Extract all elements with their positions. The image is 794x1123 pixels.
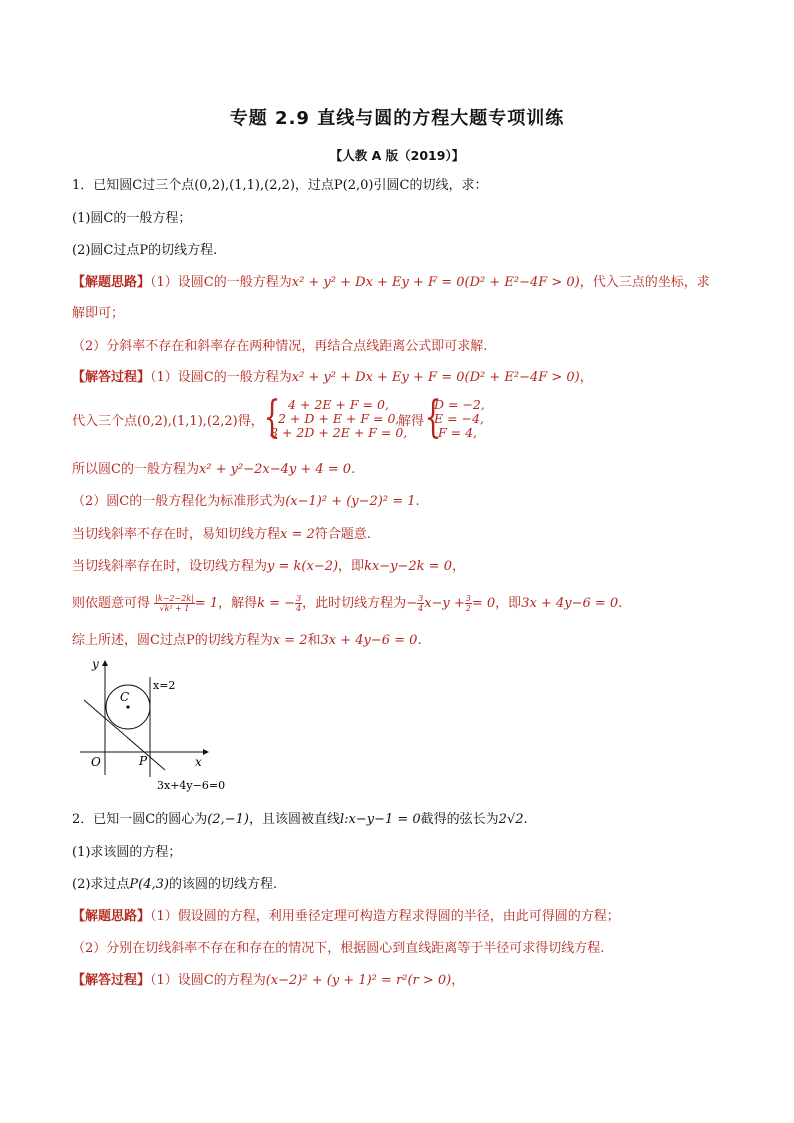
summary-tail: . — [417, 633, 422, 648]
distance-mid: ，解得 — [218, 596, 258, 611]
problem-1-question-1: (1)圆C的一般方程； — [72, 211, 192, 226]
problem-2-stem-mid: ，且该圆被直线 — [248, 812, 340, 827]
standard-form — [72, 493, 420, 511]
tangent-math-a: − — [406, 596, 418, 611]
solution-1-tail: ， — [579, 370, 593, 385]
standard-form-text: （2）圆C的一般方程化为标准形式为 — [72, 494, 286, 509]
tangent-fraction-1-num: 3 — [418, 594, 424, 603]
x-axis-label: x — [195, 755, 202, 769]
problem-2-idea-2: （2）分别在切线斜率不存在和存在的情况下，根据圆心到直线距离等于半径可求得切线方程. — [72, 941, 605, 956]
tangent-fraction-2-num: 3 — [465, 594, 471, 603]
case-1-tail: 符合题意. — [314, 527, 371, 542]
problem-2-solution-1-text: （1）设圆C的方程为 — [150, 973, 266, 988]
tangent-fraction-2-den: 2 — [465, 604, 471, 613]
case-2 — [72, 558, 465, 576]
page-title: 专题 2.9 直线与圆的方程大题专项训练 — [229, 108, 565, 129]
summary-math-2: 3x + 4y−6 = 0 — [320, 633, 418, 648]
problem-1-stem: 1．已知圆C过三个点(0,2),(1,1),(2,2)，过点P(2,0)引圆C的切线，求： — [72, 178, 488, 193]
conclusion-1-math: x² + y²−2x−4y + 4 = 0 — [198, 462, 352, 477]
solve-text: 解得 — [398, 414, 425, 429]
tangent-mid: ，即 — [495, 596, 522, 611]
summary-text: 综上所述，圆C过点P的切线方程为 — [72, 633, 273, 648]
problem-2-line: l:x−y−1 = 0 — [339, 812, 421, 827]
center-point — [126, 705, 129, 708]
tangent-math-b: x−y + — [424, 596, 465, 611]
case-2-tail: ， — [451, 559, 465, 574]
problem-2-solution-1 — [72, 972, 464, 990]
solution-1-text: （1）设圆C的一般方程为 — [150, 370, 292, 385]
summary-and: 和 — [307, 633, 321, 648]
problem-2-idea-tag: 【解题思路】 — [72, 909, 151, 924]
idea-1-text: （1）设圆C的一般方程为 — [150, 275, 292, 290]
case-2-math: y = k(x−2) — [267, 559, 339, 574]
substitution-text: 代入三个点(0,2),(1,1),(2,2)得， — [72, 414, 264, 429]
problem-2-stem-tail: 截得的弦长为 — [420, 812, 499, 827]
distance-denominator: √k² + 1 — [159, 604, 190, 613]
distance-equals: = 1 — [194, 596, 219, 611]
result-2: E = −4, — [434, 411, 484, 426]
conclusion-1-tail: . — [351, 462, 356, 477]
k-denominator: 4 — [296, 604, 302, 613]
equation-2: 2 + D + E + F = 0, — [278, 411, 400, 426]
standard-form-math: (x−1)² + (y−2)² = 1 — [285, 494, 416, 509]
problem-2-solution-1-tail: ， — [451, 973, 465, 988]
y-axis-label: y — [92, 657, 99, 671]
idea-1-math: x² + y² + Dx + Ey + F = 0(D² + E²−4F > 0) — [291, 275, 580, 290]
distance-text: 则依题意可得 — [72, 596, 151, 611]
summary-math-1: x = 2 — [272, 633, 308, 648]
tangent-fraction-2 — [465, 594, 472, 613]
distance-line — [72, 594, 622, 613]
case-1 — [72, 526, 371, 544]
conclusion-1-text: 所以圆C的一般方程为 — [72, 462, 199, 477]
problem-1-idea-1-cont: 解即可； — [72, 306, 125, 321]
left-brace-2: { — [424, 392, 442, 443]
tangent-figure — [80, 655, 260, 800]
equation-1: 4 + 2E + F = 0, — [288, 397, 389, 412]
problem-1-idea-1 — [72, 274, 710, 292]
tangent-math-c: = 0 — [471, 596, 496, 611]
problem-1-idea-2: （2）分斜率不存在和斜率存在两种情况，再结合点线距离公式即可求解. — [72, 339, 488, 354]
tangent-fraction-1-den: 4 — [418, 604, 424, 613]
problem-2-center: (2,−1) — [207, 812, 249, 827]
standard-form-tail: . — [415, 494, 420, 509]
tangent-text: ，此时切线方程为 — [302, 596, 407, 611]
equation-3: 8 + 2D + 2E + F = 0, — [270, 425, 408, 440]
tangent-tail: . — [618, 596, 623, 611]
k-numerator: 3 — [296, 594, 302, 603]
problem-2-question-2-tail: 的该圆的切线方程. — [169, 877, 278, 892]
summary-line — [72, 632, 422, 650]
case-2-text: 当切线斜率存在时，设切线方程为 — [72, 559, 268, 574]
case-2-math-2: kx−y−2k = 0 — [364, 559, 452, 574]
case-1-math: x = 2 — [280, 527, 315, 542]
distance-fraction — [154, 594, 195, 613]
point-p-label: P — [139, 754, 148, 768]
solution-tag: 【解答过程】 — [72, 370, 151, 385]
result-1: D = −2, — [434, 397, 485, 412]
problem-2-question-1: (1)求该圆的方程； — [72, 845, 182, 860]
distance-numerator: |k−2−2k| — [155, 594, 194, 603]
problem-2-stem-text: 2．已知一圆C的圆心为 — [72, 812, 208, 827]
conclusion-1 — [72, 461, 355, 479]
case-1-text: 当切线斜率不存在时，易知切线方程 — [72, 527, 281, 542]
result-3: F = 4, — [438, 425, 478, 440]
problem-2-stem — [72, 811, 528, 829]
problem-2-question-2-text: (2)求过点 — [72, 877, 130, 892]
idea-1-tail: ，代入三点的坐标，求 — [579, 275, 710, 290]
left-brace-1: { — [263, 392, 281, 443]
tangent-math-final: 3x + 4y−6 = 0 — [521, 596, 619, 611]
problem-2-idea-1 — [72, 908, 620, 926]
idea-tag: 【解题思路】 — [72, 275, 151, 290]
problem-2-question-2 — [72, 876, 277, 894]
problem-2-idea-1-text: （1）假设圆的方程，利用垂径定理可构造方程求得圆的半径，由此可得圆的方程； — [150, 909, 620, 924]
tangent-line-label: 3x+4y−6=0 — [157, 779, 226, 792]
problem-2-point: P(4,3) — [129, 877, 169, 892]
center-c-label: C — [120, 690, 130, 704]
origin-label: O — [91, 755, 101, 769]
k-math: k = − — [257, 596, 296, 611]
page-subtitle: 【人教 A 版（2019）】 — [329, 148, 465, 163]
problem-2-stem-end: . — [523, 812, 528, 827]
problem-2-solution-1-math: (x−2)² + (y + 1)² = r²(r > 0) — [265, 973, 452, 988]
problem-1-question-2: (2)圆C过点P的切线方程. — [72, 243, 218, 258]
problem-2-chord: 2√2 — [498, 812, 524, 827]
problem-1-solution-1 — [72, 369, 593, 387]
vertical-line-label: x=2 — [153, 679, 176, 692]
problem-2-solution-tag: 【解答过程】 — [72, 973, 151, 988]
solution-1-math: x² + y² + Dx + Ey + F = 0(D² + E²−4F > 0) — [291, 370, 580, 385]
case-2-mid: ，即 — [338, 559, 365, 574]
